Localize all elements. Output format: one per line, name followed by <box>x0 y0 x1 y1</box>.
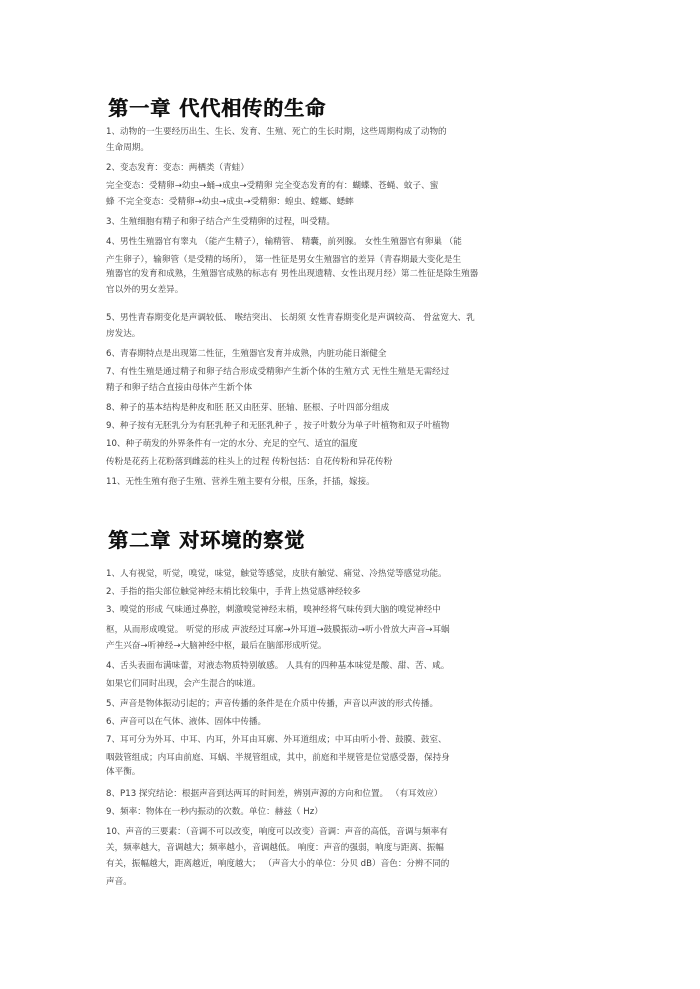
text-line: 8、种子的基本结构是种皮和胚 胚又由胚芽、胚轴、胚根、子叶四部分组成 <box>106 403 390 413</box>
text-line: 11、无性生殖有孢子生殖、营养生殖主要有分根，压条，扦插，嫁接。 <box>106 477 375 487</box>
text-line: 7、耳可分为外耳、中耳、内耳，外耳由耳廓、外耳道组成；中耳由听小骨、鼓膜、鼓室、 <box>106 735 447 745</box>
text-line: 体平衡。 <box>106 767 141 777</box>
text-line: 3、嗅觉的形成 气味通过鼻腔，刺激嗅觉神经末梢，嗅神经将气味传到大脑的嗅觉神经中 <box>106 605 441 615</box>
chapter-2-title: 第二章 对环境的察觉 <box>108 528 305 552</box>
text-line: 如果它们同时出现，会产生混合的味道。 <box>106 679 261 689</box>
text-line: 完全变态：受精卵→幼虫→蛹→成虫→受精卵 完全变态发育的有：蝴蝶、苍蝇、蚊子、蜜 <box>106 181 439 191</box>
chapter-1-title: 第一章 代代相传的生命 <box>108 96 326 120</box>
text-line: 枢，从而形成嗅觉。 听觉的形成 声波经过耳廓→外耳道→鼓膜振动→听小骨放大声音→耳蜗 <box>106 625 450 635</box>
text-line: 产生卵子），输卵管（是受精的场所）， 第一性征是男女生殖器官的差异（青春期最大变化是生 <box>106 255 462 265</box>
text-line: 官以外的男女差异。 <box>106 285 184 295</box>
text-line: 2、手指的指尖部位触觉神经末梢比较集中，手背上热觉感神经较多 <box>106 587 361 597</box>
text-line: 1、动物的一生要经历出生、生长、发育、生殖、死亡的生长时期，这些周期构成了动物的 <box>106 127 447 137</box>
text-line: 声音。 <box>106 877 132 887</box>
text-line: 关，频率越大，音调越大；频率越小，音调越低。 响度：声音的强弱，响度与距离、振幅 <box>106 843 444 853</box>
text-line: 咽鼓管组成；内耳由前庭、耳蜗、半规管组成，其中，前庭和半规管是位觉感受器，保持身 <box>106 753 450 763</box>
text-line: 蜂 不完全变态：受精卵→幼虫→成虫→受精卵：蝗虫、螳螂、蟋蟀 <box>106 197 354 207</box>
text-line: 9、种子按有无胚乳分为有胚乳种子和无胚乳种子 ，按子叶数分为单子叶植物和双子叶植物 <box>106 421 450 431</box>
text-line: 生命周期。 <box>106 143 149 153</box>
text-line: 6、青春期特点是出现第二性征，生殖器官发育并成熟，内脏功能日渐健全 <box>106 349 387 359</box>
text-line: 有关，振幅越大，距离越近，响度越大； （声音大小的单位：分贝 dB）音色：分辨不同的 <box>106 859 450 869</box>
text-line: 10、种子萌发的外界条件有一定的水分、充足的空气、适宜的温度 <box>106 439 358 449</box>
text-line: 7、有性生殖是通过精子和卵子结合形成受精卵产生新个体的生殖方式 无性生殖是无需经过 <box>106 367 450 377</box>
text-line: 殖器官的发育和成熟，生殖器官成熟的标志有 男性出现遗精、女性出现月经）第二性征是除生殖器 <box>106 269 479 279</box>
text-line: 2、变态发育：变态：两栖类（青蛙） <box>106 163 249 173</box>
text-line: 传粉是花药上花粉落到雌蕊的柱头上的过程 传粉包括：自花传粉和异花传粉 <box>106 457 393 467</box>
text-line: 3、生殖细胞有精子和卵子结合产生受精卵的过程，叫受精。 <box>106 217 335 227</box>
text-line: 10、声音的三要素：（音调不可以改变，响度可以改变）音调：声音的高低，音调与频率有 <box>106 827 448 837</box>
text-line: 8、P13 探究结论：根据声音到达两耳的时间差，辨别声源的方向和位置。 （有耳效应） <box>106 789 443 799</box>
text-line: 房发达。 <box>106 329 141 339</box>
text-line: 5、男性青春期变化是声调较低、 喉结突出、 长胡须 女性青春期变化是声调较高、 骨盆宽大、乳 <box>106 313 475 323</box>
text-line: 4、男性生殖器官有睾丸 （能产生精子），输精管、 精囊，前列腺。 女性生殖器官有卵巢 （能 <box>106 237 462 247</box>
text-line: 6、声音可以在气体、液体、固体中传播。 <box>106 717 267 727</box>
text-line: 9、频率：物体在一秒内振动的次数。单位：赫兹（ Hz） <box>106 807 323 817</box>
text-line: 精子和卵子结合直接由母体产生新个体 <box>106 383 253 393</box>
text-line: 4、舌头表面布满味蕾，对液态物质特别敏感。 人具有的四种基本味觉是酸、甜、苦、咸。 <box>106 661 450 671</box>
text-line: 5、声音是物体振动引起的；声音传播的条件是在介质中传播，声音以声波的形式传播。 <box>106 699 439 709</box>
text-line: 1、人有视觉，听觉，嗅觉，味觉，触觉等感觉，皮肤有触觉、痛觉、冷热觉等感觉功能。 <box>106 569 447 579</box>
text-line: 产生兴奋→听神经→大脑神经中枢，最后在脑部形成听觉。 <box>106 641 327 651</box>
